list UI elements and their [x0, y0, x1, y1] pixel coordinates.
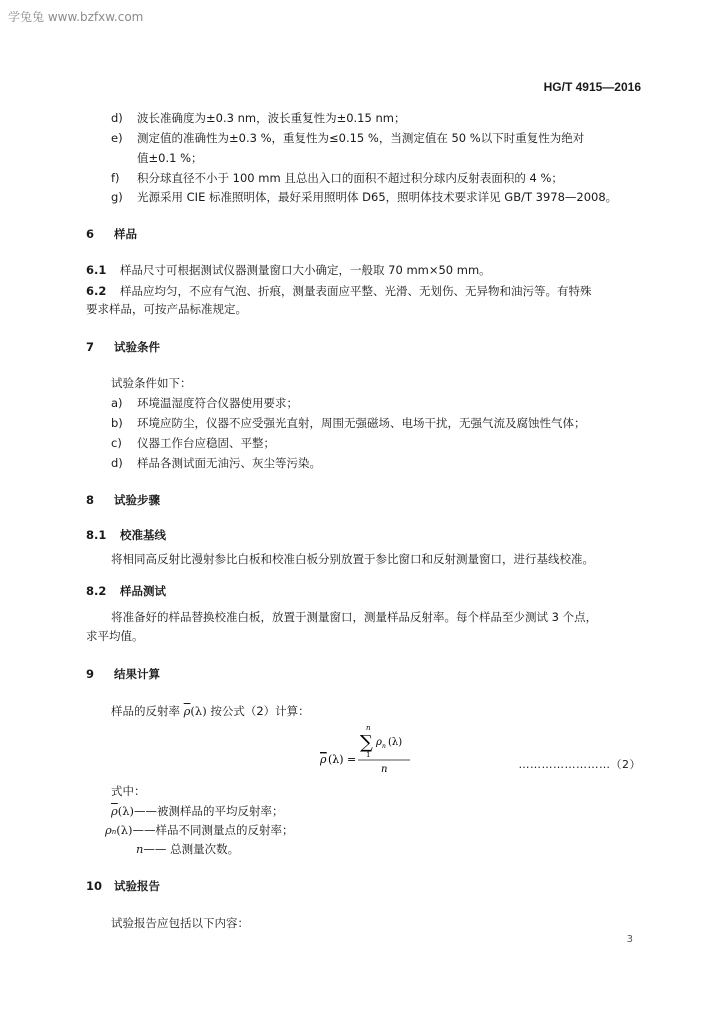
standard-id: HG/T 4915—2016	[543, 80, 641, 94]
list-item: c) 仪器工作台应稳固、平整；	[111, 436, 275, 450]
list-item: d) 波长准确度为±0.3 nm，波长重复性为±0.15 nm；	[111, 111, 406, 125]
formula-numerator-tail: (λ)	[388, 737, 403, 748]
page-number: 3	[626, 934, 633, 945]
sum-upper-limit: n	[366, 724, 371, 732]
section-7-heading: 7 试验条件	[86, 340, 160, 354]
section-6-heading: 6 样品	[86, 227, 137, 241]
list-item: b) 环境应防尘，仪器不应受强光直射，周围无强磁场、电场干扰，无强气流及腐蚀性气体；	[111, 416, 586, 430]
formula-denominator: n	[381, 764, 388, 774]
formula-subscript: n	[382, 743, 386, 750]
clause-6-1: 6.1 样品尺寸可根据测试仪器测量窗口大小确定，一般取 70 mm×50 mm。	[86, 263, 491, 277]
formula-numerator-rho: ρ	[376, 737, 382, 748]
section-10-intro: 试验报告应包括以下内容：	[111, 916, 249, 930]
list-item: a) 环境温湿度符合仪器使用要求；	[111, 396, 298, 410]
section-10-heading: 10 试验报告	[86, 879, 160, 893]
clause-8-2-heading: 8.2 样品测试	[86, 584, 166, 598]
clause-6-2-continuation: 要求样品，可按产品标准规定。	[86, 302, 247, 316]
list-item: e) 测定值的准确性为±0.3 %，重复性为≤0.15 %，当测定值在 50 %以下时重复性为绝对	[111, 131, 585, 145]
watermark: 学兔兔 www.bzfxw.com	[8, 10, 144, 24]
list-item: d) 样品各测试面无油污、灰尘等污染。	[111, 456, 321, 470]
rho-bar-symbol: $\overline{\rho}$	[183, 704, 191, 718]
section-8-heading: 8 试验步骤	[86, 493, 160, 507]
section-9-intro: 样品的反射率 $\overline{\rho}(\lambda)$ 按公式（2）计算：	[111, 704, 310, 718]
section-9-heading: 9 结果计算	[86, 667, 160, 681]
clause-8-1-text: 将相同高反射比漫射参比白板和校准白板分别放置于参比窗口和反射测量窗口，进行基线校准。	[111, 552, 594, 566]
clause-8-1-heading: 8.1 校准基线	[86, 528, 166, 542]
clause-8-2-continuation: 求平均值。	[86, 629, 144, 643]
formula-2	[318, 724, 428, 774]
section-7-intro: 试验条件如下：	[111, 376, 192, 390]
definition-rho-bar: $\overline{\rho}(\lambda)——$被测样品的平均反射率；	[111, 804, 284, 818]
formula-rho-bar: ρ	[320, 753, 327, 766]
definition-rho-n: ρn(λ)——样品不同测量点的反射率；	[105, 823, 294, 837]
equation-number: ……………………（2）	[518, 758, 641, 771]
definition-n: n—— 总测量次数。	[136, 842, 240, 856]
formula-lhs: (λ) =	[328, 753, 357, 766]
sum-lower-limit: 1	[366, 751, 371, 759]
list-item-continuation: 值±0.1 %；	[137, 151, 203, 165]
sum-icon: ∑	[360, 732, 373, 753]
where-label: 式中：	[111, 784, 146, 798]
list-item: f) 积分球直径不小于 100 mm 且总出入口的面积不超过积分球内反射表面积的 4 %；	[111, 171, 563, 185]
clause-8-2-text: 将准备好的样品替换校准白板，放置于测量窗口，测量样品反射率。每个样品至少测试 3 个点，	[111, 610, 598, 624]
clause-6-2: 6.2 样品应均匀，不应有气泡、折痕，测量表面应平整、光滑、无划伤、无异物和油污等。有特殊	[86, 284, 592, 298]
list-item: g) 光源采用 CIE 标准照明体，最好采用照明体 D65，照明体技术要求详见 GB/T 3978—2008。	[111, 190, 618, 204]
